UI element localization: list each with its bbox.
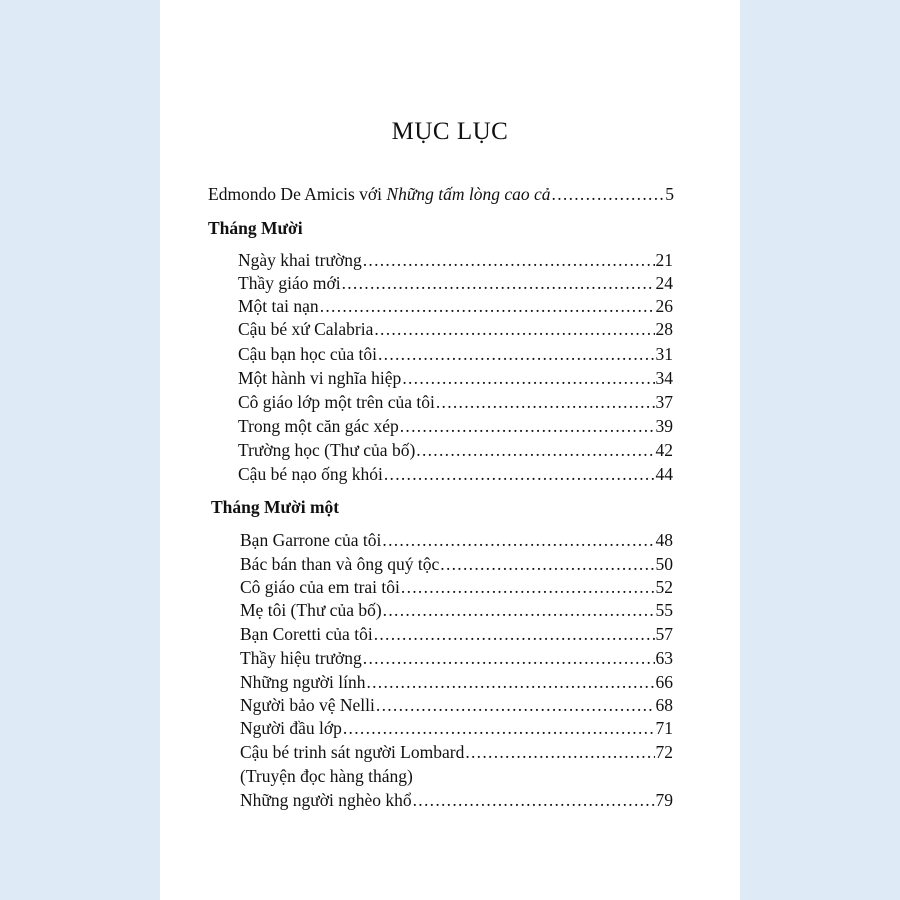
toc-entry-page: 34 (655, 368, 673, 388)
toc-entry-label: Một tai nạn (238, 296, 319, 316)
toc-entry-page: 37 (655, 392, 673, 412)
toc-entry-label: Mẹ tôi (Thư của bố) (240, 600, 382, 620)
toc-entry-page: 72 (655, 742, 673, 762)
toc-entry-label: Thầy hiệu trưởng (240, 648, 362, 668)
dot-leader (366, 671, 654, 694)
toc-entry-label: Ngày khai trường (238, 250, 362, 270)
dot-leader (378, 343, 655, 366)
dot-leader (382, 529, 654, 552)
book-page (160, 0, 740, 900)
toc-entry-page: 66 (655, 672, 673, 692)
toc-entry-page: 57 (655, 624, 673, 644)
dot-leader (416, 439, 654, 462)
dot-leader (413, 789, 655, 812)
toc-entry-label: Cậu bé xứ Calabria (238, 319, 374, 339)
toc-subnote: (Truyện đọc hàng tháng) (240, 766, 413, 786)
toc-entry (238, 343, 673, 366)
toc-entry (238, 439, 673, 462)
toc-entry-label: Cậu bé trinh sát người Lombard (240, 742, 465, 762)
toc-entry (240, 741, 673, 764)
toc-entry (238, 318, 673, 341)
dot-leader (320, 295, 655, 318)
dot-leader (363, 249, 655, 272)
dot-leader (440, 553, 654, 576)
toc-entry (240, 694, 673, 717)
toc-entry (240, 576, 673, 599)
toc-entry-page: 63 (655, 648, 673, 668)
toc-entry (240, 623, 673, 646)
toc-entry-label: Những người nghèo khổ (240, 790, 412, 810)
section-heading: Tháng Mười một (211, 497, 340, 517)
toc-entry-page: 24 (655, 273, 673, 293)
page-title: MỤC LỤC (391, 118, 509, 145)
toc-entry-label: Thầy giáo mới (238, 273, 341, 293)
dot-leader (401, 576, 655, 599)
toc-entry-page: 50 (655, 554, 673, 574)
toc-entry (238, 272, 673, 295)
dot-leader (402, 367, 654, 390)
dot-leader (374, 623, 655, 646)
toc-entry-label: Trường học (Thư của bố) (238, 440, 416, 460)
toc-entry-label: Người đầu lớp (240, 718, 342, 738)
toc-entry (240, 789, 673, 812)
dot-leader (374, 318, 654, 341)
toc-entry-page: 39 (655, 416, 673, 436)
toc-entry-page: 26 (655, 296, 673, 316)
toc-entry-page: 5 (665, 184, 674, 204)
toc-entry-label: Cậu bạn học của tôi (238, 344, 377, 364)
toc-entry-label: Người bảo vệ Nelli (240, 695, 375, 715)
toc-entry-page: 28 (655, 319, 673, 339)
dot-leader (363, 647, 655, 670)
toc-entry-intro (208, 183, 674, 206)
toc-entry-page: 52 (655, 577, 673, 597)
toc-entry (238, 391, 673, 414)
toc-entry (238, 463, 673, 486)
toc-entry-page: 55 (655, 600, 673, 620)
toc-entry (238, 249, 673, 272)
toc-entry-label: Cậu bé nạo ống khói (238, 464, 383, 484)
dot-leader (465, 741, 654, 764)
toc-entry (240, 553, 673, 576)
toc-entry (240, 717, 673, 740)
toc-entry-label: Cô giáo của em trai tôi (240, 577, 400, 597)
toc-entry-label: Trong một căn gác xép (238, 416, 399, 436)
toc-entry-label: Cô giáo lớp một trên của tôi (238, 392, 435, 412)
toc-entry-page: 71 (655, 718, 673, 738)
dot-leader (384, 463, 655, 486)
toc-entry-page: 21 (655, 250, 673, 270)
section-heading: Tháng Mười (208, 218, 303, 238)
toc-entry-page: 44 (655, 464, 673, 484)
dot-leader (376, 694, 655, 717)
toc-entry (238, 367, 673, 390)
toc-entry (240, 671, 673, 694)
toc-entry-page: 68 (655, 695, 673, 715)
toc-entry (240, 647, 673, 670)
toc-entry-label: Bạn Garrone của tôi (240, 530, 382, 550)
toc-entry (240, 529, 673, 552)
toc-entry-label: Bác bán than và ông quý tộc (240, 554, 440, 574)
toc-entry-label: Edmondo De Amicis với Những tấm lòng cao cả (208, 184, 551, 204)
dot-leader (400, 415, 655, 438)
dot-leader (552, 183, 665, 206)
toc-entry-label: Một hành vi nghĩa hiệp (238, 368, 402, 388)
toc-entry (238, 415, 673, 438)
toc-entry-label: Những người lính (240, 672, 366, 692)
toc-entry-page: 42 (655, 440, 673, 460)
dot-leader (343, 717, 655, 740)
toc-entry (240, 599, 673, 622)
dot-leader (383, 599, 655, 622)
toc-entry-label: Bạn Coretti của tôi (240, 624, 373, 644)
dot-leader (436, 391, 655, 414)
toc-entry-page: 79 (655, 790, 673, 810)
toc-entry-page: 31 (655, 344, 673, 364)
toc-entry (238, 295, 673, 318)
toc-entry-page: 48 (655, 530, 673, 550)
dot-leader (342, 272, 655, 295)
